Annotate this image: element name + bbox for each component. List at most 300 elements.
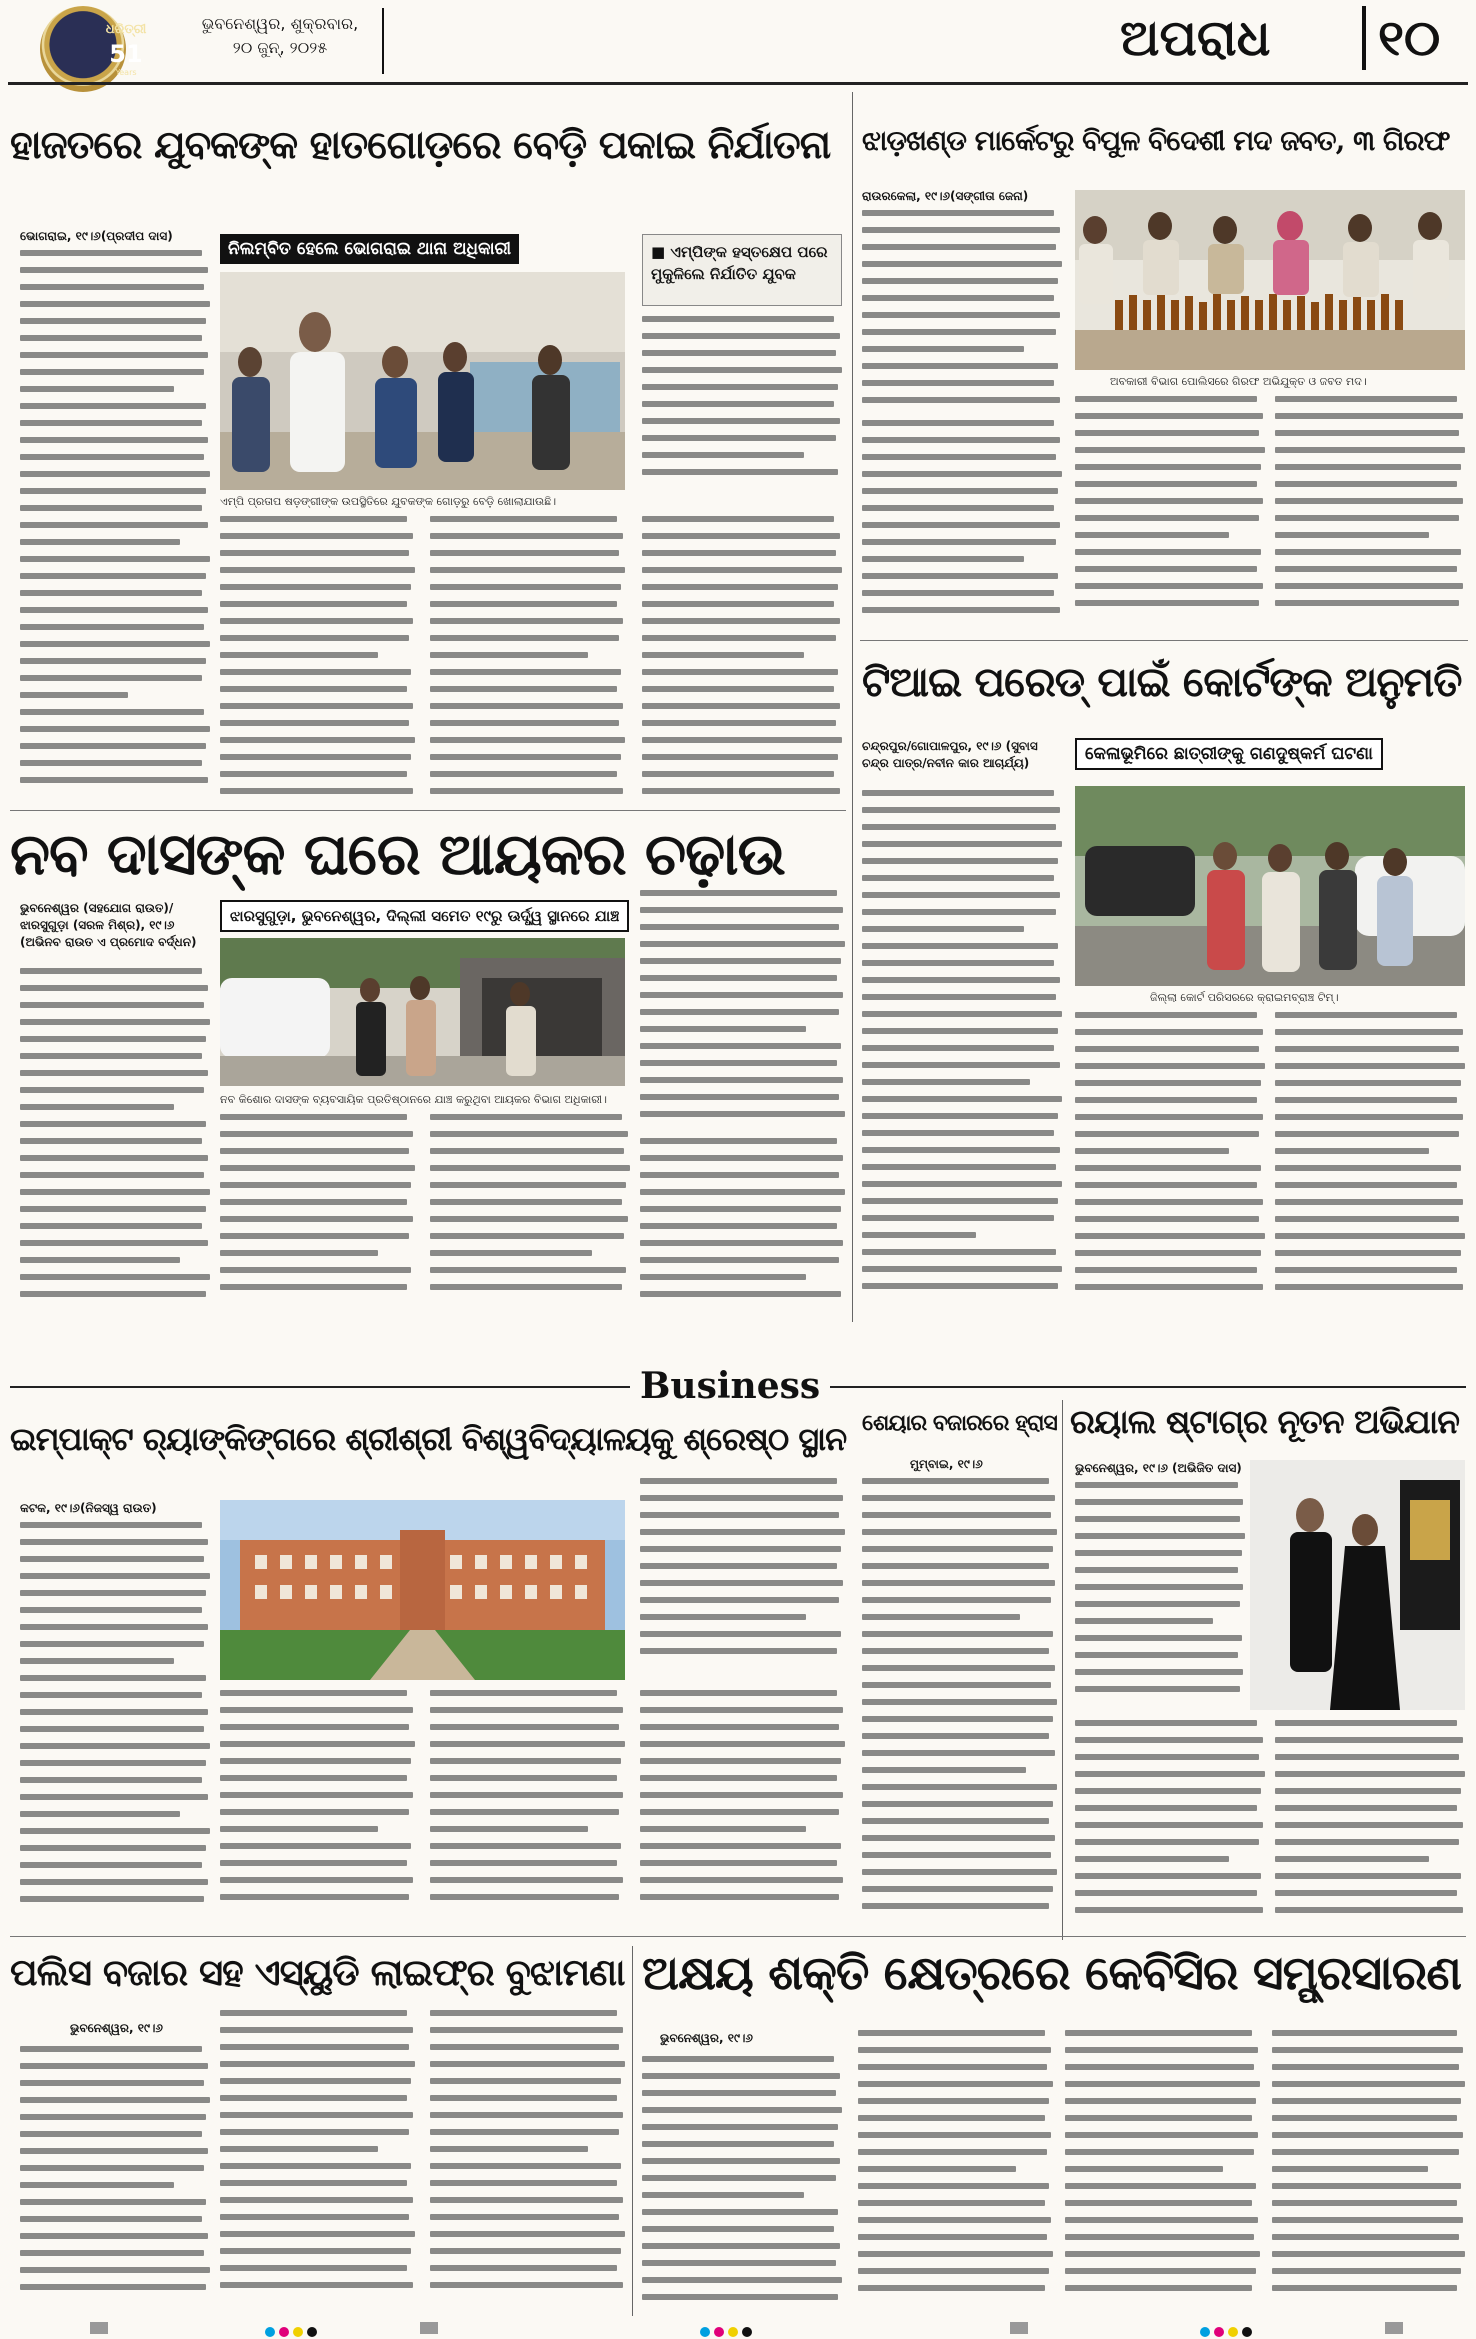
story8-body-col2 <box>220 2010 415 2314</box>
body-text-line <box>640 1741 845 1747</box>
body-text-line <box>642 2090 836 2096</box>
body-text-line <box>430 2282 623 2288</box>
body-text-line <box>1275 1148 1429 1154</box>
body-text-line <box>20 1189 210 1195</box>
body-text-line <box>20 1257 180 1263</box>
body-text-line <box>20 403 206 409</box>
body-text-line <box>862 1903 1049 1909</box>
body-text-line <box>642 435 836 441</box>
body-text-line <box>1075 1516 1240 1522</box>
body-text-line <box>642 703 840 709</box>
body-text-line <box>220 788 413 794</box>
body-text-line <box>20 1794 208 1800</box>
body-text-line <box>430 2112 623 2118</box>
body-text-line <box>20 1641 204 1647</box>
body-text-line <box>20 1036 206 1042</box>
body-text-line <box>430 1284 622 1290</box>
body-text-line <box>20 1743 210 1749</box>
story4-photo <box>220 938 625 1086</box>
body-text-line <box>1075 1216 1259 1222</box>
body-text-line <box>220 720 409 726</box>
body-text-line <box>1275 1080 1461 1086</box>
body-text-line <box>430 1690 617 1696</box>
body-text-line <box>220 771 407 777</box>
body-text-line <box>1275 1890 1457 1896</box>
body-text-line <box>858 2081 1053 2087</box>
story5-body-col1 <box>20 1522 210 1926</box>
body-text-line <box>220 516 407 522</box>
body-text-line <box>1075 1890 1257 1896</box>
story3-body-col2 <box>1075 1012 1265 1310</box>
story9-byline: ଭୁବନେଶ୍ୱର, ୧୯।୬ <box>660 2031 753 2045</box>
story7-body-col2 <box>1075 1720 1265 1926</box>
body-text-line <box>430 720 619 726</box>
body-text-line <box>430 1741 625 1747</box>
body-text-line <box>220 618 413 624</box>
story2-bottom-rule <box>860 640 1468 641</box>
body-text-line <box>20 1121 206 1127</box>
body-text-line <box>20 1240 208 1246</box>
body-text-line <box>20 352 208 358</box>
body-text-line <box>20 1053 202 1059</box>
story4-top-rule <box>10 810 846 811</box>
body-text-line <box>1272 2285 1457 2291</box>
body-text-line <box>1075 1584 1243 1590</box>
body-text-line <box>430 1809 619 1815</box>
story6-headline: ଶେୟାର ବଜାରରେ ହ୍ରାସ <box>862 1410 1057 1436</box>
body-text-line <box>220 1741 415 1747</box>
body-text-line <box>1272 2064 1459 2070</box>
body-text-line <box>862 1699 1057 1705</box>
body-text-line <box>20 692 128 698</box>
column-divider-business <box>1062 1400 1063 1940</box>
body-text-line <box>430 550 619 556</box>
story4-byline: ଭୁବନେଶ୍ୱର (ସହଯୋଗ ରାଉତ)/ ଝାରସୁଗୁଡ଼ା (ସରଳ ମିଶ୍ର), ୧୯।୬ (ଅଭିନବ ରାଉତ ଏ ପ୍ରମୋଦ ବର୍ଦ୍ଧନ) <box>20 901 197 949</box>
story4-body-col1 <box>20 968 210 1310</box>
body-text-line <box>1275 1788 1461 1794</box>
story7-byline: ଭୁବନେଶ୍ୱର, ୧୯।୬ (ଅଭିଜିତ ଦାସ) <box>1075 1461 1242 1475</box>
body-text-line <box>858 2183 1049 2189</box>
body-text-line <box>1275 515 1459 521</box>
body-text-line <box>642 652 804 658</box>
body-text-line <box>20 1002 204 1008</box>
body-text-line <box>20 1155 208 1161</box>
body-text-line <box>862 420 1054 426</box>
story4-headline: ନବ ଦାସଙ୍କ ଘରେ ଆୟକର ଚଢ଼ାଉ <box>10 820 785 888</box>
body-text-line <box>640 1648 837 1654</box>
body-text-line <box>430 652 588 658</box>
body-text-line <box>220 1216 413 1222</box>
body-text-line <box>430 2163 621 2169</box>
body-text-line <box>20 1828 210 1834</box>
body-text-line <box>642 367 842 373</box>
body-text-line <box>1075 1618 1213 1624</box>
body-text-line <box>20 1172 204 1178</box>
body-text-line <box>862 1597 1051 1603</box>
body-text-line <box>1075 1097 1257 1103</box>
body-text-line <box>430 2010 617 2016</box>
body-text-line <box>1275 1114 1463 1120</box>
body-text-line <box>1075 1533 1245 1539</box>
body-text-line <box>1075 1284 1263 1290</box>
body-text-line <box>642 2107 842 2113</box>
body-text-line <box>858 2098 1049 2104</box>
body-text-line <box>1065 2115 1252 2121</box>
story3-photo-caption: ଜିଲ୍ଲା କୋର୍ଟ ପରିସରରେ କ୍ରାଇମବ୍ରାଞ୍ଚ ଟିମ୍। <box>1150 991 1339 1004</box>
body-text-line <box>862 329 1056 335</box>
body-text-line <box>20 968 202 974</box>
body-text-line <box>20 1019 210 1025</box>
body-text-line <box>862 1529 1057 1535</box>
logo-text: ଧରିତ୍ରୀ <box>105 22 147 37</box>
body-text-line <box>220 1131 413 1137</box>
body-text-line <box>640 1257 839 1263</box>
body-text-line <box>862 1147 1060 1153</box>
body-text-line <box>1065 2081 1260 2087</box>
body-text-line <box>1075 1601 1240 1607</box>
body-text-line <box>20 2182 174 2188</box>
body-text-line <box>430 1216 628 1222</box>
body-text-line <box>430 1267 626 1273</box>
body-text-line <box>642 550 836 556</box>
body-text-line <box>1075 481 1257 487</box>
registration-dots <box>265 2322 321 2332</box>
body-text-line <box>1075 1482 1238 1488</box>
body-text-line <box>430 2027 623 2033</box>
body-text-line <box>20 624 204 630</box>
body-text-line <box>1075 1148 1229 1154</box>
body-text-line <box>220 1707 413 1713</box>
body-text-line <box>640 1240 843 1246</box>
story2-body-col3 <box>1275 396 1465 632</box>
body-text-line <box>642 2260 836 2266</box>
body-text-line <box>220 2163 411 2169</box>
body-text-line <box>1272 2166 1428 2172</box>
body-text-line <box>640 1597 839 1603</box>
body-text-line <box>642 350 836 356</box>
body-text-line <box>20 1624 208 1630</box>
body-text-line <box>642 418 840 424</box>
body-text-line <box>1275 566 1457 572</box>
body-text-line <box>20 1607 202 1613</box>
body-text-line <box>1065 2234 1254 2240</box>
body-text-line <box>640 1707 843 1713</box>
story4-body-col3 <box>430 1114 630 1310</box>
story4-body-col5 <box>640 1138 845 1310</box>
body-text-line <box>430 1148 624 1154</box>
body-text-line <box>862 380 1054 386</box>
body-text-line <box>1275 1805 1457 1811</box>
body-text-line <box>862 590 1054 596</box>
body-text-line <box>640 958 841 964</box>
body-text-line <box>20 556 210 562</box>
body-text-line <box>1075 1788 1261 1794</box>
body-text-line <box>1075 1114 1263 1120</box>
registration-dots <box>700 2322 756 2332</box>
body-text-line <box>1075 1907 1263 1913</box>
body-text-line <box>858 2132 1051 2138</box>
body-text-line <box>640 1860 837 1866</box>
body-text-line <box>640 907 843 913</box>
body-text-line <box>640 1546 841 1552</box>
body-text-line <box>1275 464 1461 470</box>
body-text-line <box>20 454 204 460</box>
body-text-line <box>1272 2251 1465 2257</box>
body-text-line <box>862 1563 1049 1569</box>
story7-headline: ରୟାଲ ଷ୍ଟାଗ୍‌ର ନୂତନ ଅଭିଯାନ <box>1070 1402 1459 1441</box>
body-text-line <box>642 516 834 522</box>
body-text-line <box>1065 2098 1256 2104</box>
body-text-line <box>862 960 1054 966</box>
body-text-line <box>1275 1046 1459 1052</box>
story4-body-col2 <box>220 1114 415 1310</box>
body-text-line <box>220 1826 378 1832</box>
registration-bar <box>1385 2322 1403 2334</box>
body-text-line <box>862 397 1060 403</box>
story1-banner: ନିଲମ୍ବିତ ହେଲେ ଭୋଗରାଇ ଥାନା ଅଧିକାରୀ <box>220 234 519 264</box>
masthead-rule <box>8 82 1468 85</box>
body-text-line <box>220 2078 411 2084</box>
body-text-line <box>220 550 409 556</box>
body-text-line <box>862 977 1060 983</box>
story3-body-col3 <box>1275 1012 1465 1310</box>
body-text-line <box>862 1818 1049 1824</box>
body-text-line <box>220 1843 411 1849</box>
body-text-line <box>1075 1873 1261 1879</box>
body-text-line <box>1065 2268 1256 2274</box>
body-text-line <box>1275 1737 1463 1743</box>
body-text-line <box>862 227 1060 233</box>
body-text-line <box>640 1189 845 1195</box>
body-text-line <box>220 2044 409 2050</box>
body-text-line <box>642 469 838 475</box>
body-text-line <box>220 635 409 641</box>
body-text-line <box>20 539 180 545</box>
body-text-line <box>1075 430 1259 436</box>
body-text-line <box>862 909 1056 915</box>
body-text-line <box>642 316 834 322</box>
body-text-line <box>20 1104 174 1110</box>
body-text-line <box>220 1114 407 1120</box>
body-text-line <box>220 2061 415 2067</box>
body-text-line <box>1075 464 1261 470</box>
body-text-line <box>430 737 625 743</box>
body-text-line <box>430 2095 617 2101</box>
body-text-line <box>430 2129 619 2135</box>
body-text-line <box>220 2197 413 2203</box>
story2-body-col1b <box>862 420 1062 632</box>
body-text-line <box>1275 1216 1459 1222</box>
story1-body-col5 <box>642 516 842 806</box>
body-text-line <box>1272 2115 1457 2121</box>
body-text-line <box>430 516 617 522</box>
body-text-line <box>1075 1550 1242 1556</box>
body-text-line <box>1075 600 1259 606</box>
body-text-line <box>862 1249 1056 1255</box>
body-text-line <box>642 2209 838 2215</box>
body-text-line <box>20 726 210 732</box>
body-text-line <box>20 335 202 341</box>
body-text-line <box>1275 481 1457 487</box>
body-text-line <box>640 1111 845 1117</box>
story6-byline: ମୁମ୍ବାଇ, ୧୯।୬ <box>910 1457 983 1471</box>
body-text-line <box>862 1512 1051 1518</box>
body-text-line <box>640 1529 845 1535</box>
story8-body-col3 <box>430 2010 625 2314</box>
body-text-line <box>430 1131 628 1137</box>
body-text-line <box>862 1631 1053 1637</box>
body-text-line <box>1075 1250 1261 1256</box>
body-text-line <box>1075 1499 1243 1505</box>
body-text-line <box>642 333 840 339</box>
body-text-line <box>220 2214 409 2220</box>
body-text-line <box>862 1495 1055 1501</box>
body-text-line <box>640 1206 841 1212</box>
body-text-line <box>430 1233 624 1239</box>
body-text-line <box>1075 1131 1259 1137</box>
body-text-line <box>430 1758 621 1764</box>
body-text-line <box>220 1758 411 1764</box>
body-text-line <box>858 2251 1053 2257</box>
body-text-line <box>430 1792 623 1798</box>
body-text-line <box>640 1138 837 1144</box>
body-text-line <box>1075 1029 1263 1035</box>
body-text-line <box>220 1809 409 1815</box>
body-text-line <box>1275 413 1463 419</box>
body-text-line <box>858 2115 1045 2121</box>
body-text-line <box>1075 447 1265 453</box>
body-text-line <box>20 675 202 681</box>
body-text-line <box>220 703 413 709</box>
body-text-line <box>220 754 411 760</box>
body-text-line <box>642 2243 840 2249</box>
body-text-line <box>642 584 838 590</box>
body-text-line <box>220 1724 409 1730</box>
body-text-line <box>862 1580 1055 1586</box>
body-text-line <box>1275 1165 1461 1171</box>
section-separator <box>1362 6 1366 70</box>
body-text-line <box>220 2129 409 2135</box>
body-text-line <box>20 1658 174 1664</box>
story2-body-col1 <box>862 210 1062 414</box>
body-text-line <box>862 556 1024 562</box>
body-text-line <box>640 1792 843 1798</box>
body-text-line <box>862 1716 1053 1722</box>
body-text-line <box>430 1775 617 1781</box>
body-text-line <box>220 1165 415 1171</box>
body-text-line <box>862 875 1054 881</box>
body-text-line <box>642 635 836 641</box>
body-text-line <box>20 488 206 494</box>
body-text-line <box>20 2046 202 2052</box>
body-text-line <box>20 777 208 783</box>
body-text-line <box>862 1801 1053 1807</box>
body-text-line <box>642 401 834 407</box>
body-text-line <box>220 2248 411 2254</box>
story1-byline: ଭୋଗରାଇ, ୧୯।୬(ପ୍ରଦୀପ ଦାସ) <box>20 229 173 243</box>
body-text-line <box>20 1573 210 1579</box>
body-text-line <box>1075 1652 1238 1658</box>
body-text-line <box>430 2061 625 2067</box>
body-text-line <box>858 2234 1047 2240</box>
body-text-line <box>862 1181 1062 1187</box>
body-text-line <box>20 1896 204 1902</box>
body-text-line <box>20 1539 208 1545</box>
body-text-line <box>858 2030 1045 2036</box>
body-text-line <box>642 2124 838 2130</box>
body-text-line <box>220 1182 411 1188</box>
body-text-line <box>1075 1839 1259 1845</box>
body-text-line <box>642 2277 842 2283</box>
body-text-line <box>220 1860 407 1866</box>
body-text-line <box>1065 2183 1256 2189</box>
story9-body-col3 <box>1065 2030 1260 2314</box>
body-text-line <box>640 1758 841 1764</box>
body-text-line <box>430 2180 617 2186</box>
body-text-line <box>20 1087 204 1093</box>
story1-body-col1 <box>20 250 210 806</box>
registration-dots <box>1200 2322 1256 2332</box>
story2-headline: ଝାଡ଼ଖଣ୍ଡ ମାର୍କେଟରୁ ବିପୁଳ ବିଦେଶୀ ମଦ ଜବତ, ୩ ଗିରଫ <box>862 124 1450 157</box>
story1-body-col4 <box>642 316 842 490</box>
body-text-line <box>220 1690 407 1696</box>
page-number: ୧୦ <box>1378 8 1441 67</box>
body-text-line <box>1065 2285 1252 2291</box>
story5-byline: କଟକ, ୧୯।୬(ନିଜସ୍ୱ ରାଉତ) <box>20 1501 157 1515</box>
body-text-line <box>862 892 1060 898</box>
body-text-line <box>220 1233 409 1239</box>
body-text-line <box>20 1291 206 1297</box>
body-text-line <box>20 2199 206 2205</box>
body-text-line <box>640 1580 843 1586</box>
body-text-line <box>20 1760 206 1766</box>
body-text-line <box>1275 600 1459 606</box>
body-text-line <box>20 2063 208 2069</box>
body-text-line <box>862 943 1058 949</box>
story1-body-col3 <box>430 516 625 806</box>
body-text-line <box>862 1011 1062 1017</box>
body-text-line <box>1275 1839 1459 1845</box>
body-text-line <box>1272 2081 1465 2087</box>
body-text-line <box>20 301 210 307</box>
body-text-line <box>1272 2030 1457 2036</box>
story5-headline: ଇମ୍ପାକ୍ଟ ର୍‍ୟାଙ୍କିଙ୍ଗରେ ଶ୍ରୀଶ୍ରୀ ବିଶ୍ୱବିଦ୍ୟାଳୟକୁ ଶ୍ରେଷ୍ଠ ସ୍ଥାନ <box>10 1420 847 1458</box>
body-text-line <box>640 1155 843 1161</box>
body-text-line <box>640 1223 837 1229</box>
body-text-line <box>20 1726 204 1732</box>
body-text-line <box>430 601 617 607</box>
body-text-line <box>1275 1233 1465 1239</box>
body-text-line <box>862 471 1062 477</box>
body-text-line <box>220 1199 407 1205</box>
body-text-line <box>1075 1720 1257 1726</box>
body-text-line <box>642 533 840 539</box>
body-text-line <box>430 703 623 709</box>
body-text-line <box>20 1556 204 1562</box>
body-text-line <box>20 1675 206 1681</box>
body-text-line <box>430 1894 619 1900</box>
body-text-line <box>862 607 1060 613</box>
body-text-line <box>430 2146 588 2152</box>
body-text-line <box>862 994 1056 1000</box>
body-text-line <box>640 1809 839 1815</box>
body-text-line <box>862 1614 1020 1620</box>
body-text-line <box>642 452 804 458</box>
body-text-line <box>220 1894 409 1900</box>
body-text-line <box>640 924 839 930</box>
body-text-line <box>862 1733 1049 1739</box>
body-text-line <box>642 2175 836 2181</box>
